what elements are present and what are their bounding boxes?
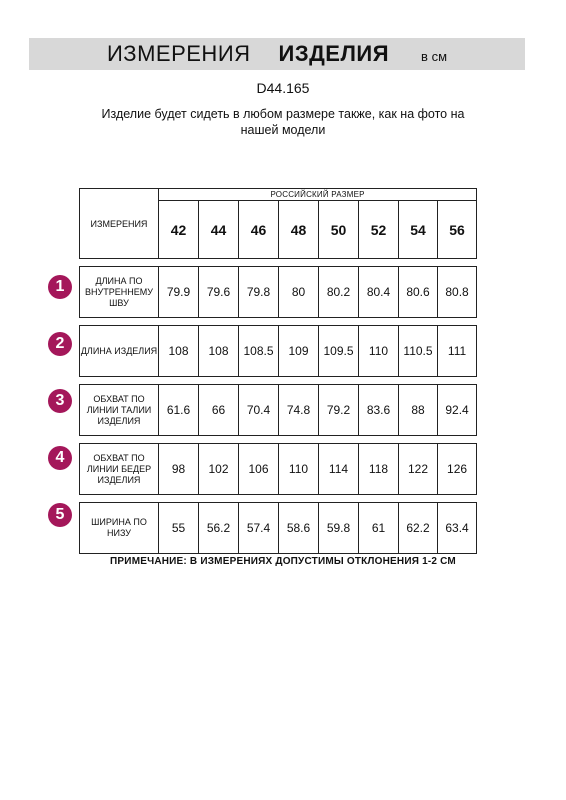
tolerance-note: ПРИМЕЧАНИЕ: В ИЗМЕРЕНИЯХ ДОПУСТИМЫ ОТКЛОНЕНИЯ 1-2 СМ: [110, 556, 456, 567]
table-row: [80, 503, 477, 554]
value-cell: 79.2: [319, 385, 359, 436]
row-label: ДЛИНА ПО ВНУТРЕННЕМУ ШВУ: [80, 267, 159, 318]
value-cell: 80.8: [438, 267, 477, 318]
size-header: 52: [359, 201, 399, 259]
value-cell: 110.5: [399, 326, 438, 377]
table-row: [80, 385, 477, 436]
size-header: 54: [399, 201, 438, 259]
value-cell: 79.8: [239, 267, 279, 318]
value-cell: 74.8: [279, 385, 319, 436]
value-cell: 57.4: [239, 503, 279, 554]
product-code: D44.165: [256, 80, 310, 96]
table-row: [80, 444, 477, 495]
size-header: 48: [279, 201, 319, 259]
row-number-badge: 1: [48, 275, 72, 299]
value-cell: 79.9: [159, 267, 199, 318]
row-label: ШИРИНА ПО НИЗУ: [80, 503, 159, 554]
title-units: в см: [421, 48, 448, 64]
value-cell: 79.6: [199, 267, 239, 318]
value-cell: 88: [399, 385, 438, 436]
value-cell: 80.4: [359, 267, 399, 318]
value-cell: 114: [319, 444, 359, 495]
value-cell: 108: [159, 326, 199, 377]
size-header: 44: [199, 201, 239, 259]
size-header: 50: [319, 201, 359, 259]
value-cell: 56.2: [199, 503, 239, 554]
row-number-badge: 3: [48, 389, 72, 413]
value-cell: 111: [438, 326, 477, 377]
row-label: ОБХВАТ ПО ЛИНИИ БЕДЕР ИЗДЕЛИЯ: [80, 444, 159, 495]
value-cell: 63.4: [438, 503, 477, 554]
value-cell: 92.4: [438, 385, 477, 436]
value-cell: 80: [279, 267, 319, 318]
value-cell: 61.6: [159, 385, 199, 436]
value-cell: 62.2: [399, 503, 438, 554]
row-number-badge: 5: [48, 503, 72, 527]
title-product: ИЗДЕЛИЯ: [278, 41, 390, 66]
value-cell: 118: [359, 444, 399, 495]
value-cell: 108: [199, 326, 239, 377]
value-cell: 58.6: [279, 503, 319, 554]
size-group-header: РОССИЙСКИЙ РАЗМЕР: [159, 189, 477, 201]
value-cell: 80.2: [319, 267, 359, 318]
measurements-header: ИЗМЕРЕНИЯ: [80, 189, 159, 259]
table-row: [80, 326, 477, 377]
value-cell: 55: [159, 503, 199, 554]
value-cell: 106: [239, 444, 279, 495]
title-bar: [29, 38, 525, 70]
value-cell: 61: [359, 503, 399, 554]
value-cell: 98: [159, 444, 199, 495]
value-cell: 70.4: [239, 385, 279, 436]
value-cell: 59.8: [319, 503, 359, 554]
value-cell: 109.5: [319, 326, 359, 377]
value-cell: 66: [199, 385, 239, 436]
size-header: 46: [239, 201, 279, 259]
size-table: [79, 188, 477, 554]
value-cell: 109: [279, 326, 319, 377]
fit-note: Изделие будет сидеть в любом размере также, как на фото на нашей модели: [101, 107, 465, 137]
value-cell: 110: [279, 444, 319, 495]
size-header: 56: [438, 201, 477, 259]
row-label: ДЛИНА ИЗДЕЛИЯ: [80, 326, 159, 377]
size-header: 42: [159, 201, 199, 259]
value-cell: 102: [199, 444, 239, 495]
title-measurements: ИЗМЕРЕНИЯ: [106, 41, 251, 66]
value-cell: 126: [438, 444, 477, 495]
value-cell: 80.6: [399, 267, 438, 318]
row-label: ОБХВАТ ПО ЛИНИИ ТАЛИИ ИЗДЕЛИЯ: [80, 385, 159, 436]
row-number-badge: 4: [48, 446, 72, 470]
value-cell: 122: [399, 444, 438, 495]
value-cell: 108.5: [239, 326, 279, 377]
value-cell: 83.6: [359, 385, 399, 436]
table-row: [80, 267, 477, 318]
value-cell: 110: [359, 326, 399, 377]
row-number-badge: 2: [48, 332, 72, 356]
